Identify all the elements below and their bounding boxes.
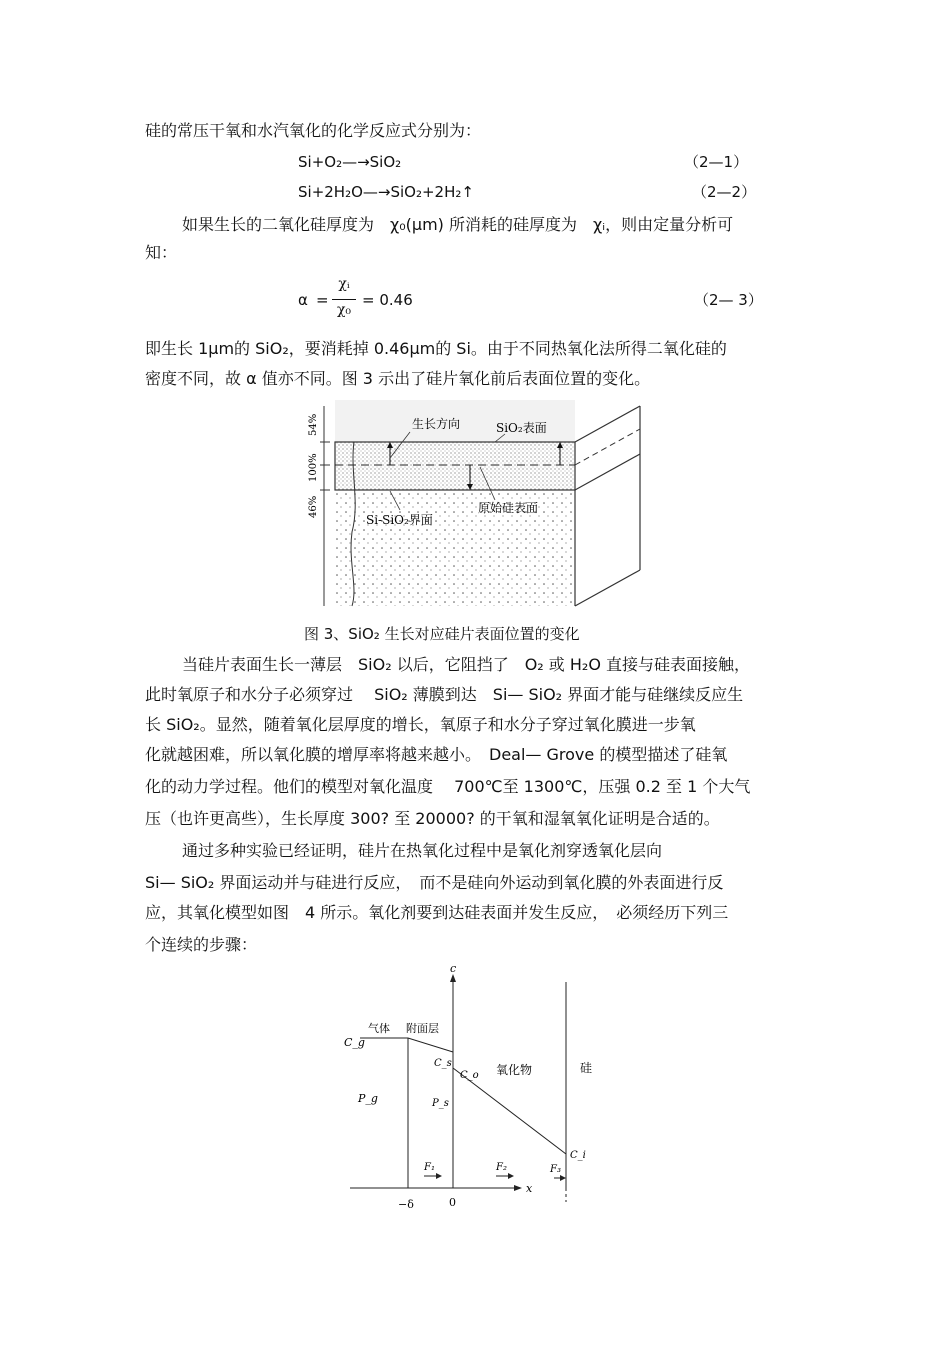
fig4-c-axis-label: c xyxy=(450,962,457,975)
para4-line-2: Si— SiO₂ 界面运动并与硅进行反应， 而不是硅向外运动到氧化膜的外表面进行反 xyxy=(145,873,724,892)
fig4-cs-label: C_s xyxy=(434,1058,452,1069)
para1-line-2: 知： xyxy=(145,243,178,262)
fig4-zero-label: 0 xyxy=(449,1196,456,1209)
para4-line-4: 个连续的步骤： xyxy=(145,935,258,954)
fig4-x-axis-label: x xyxy=(526,1182,533,1195)
fig4-gas-label: 气体 xyxy=(368,1022,390,1035)
alpha-symbol: α xyxy=(298,291,308,309)
fig3-label-100: 100% xyxy=(308,453,319,482)
para2-line-2: 密度不同，故 α 值亦不同。图 3 示出了硅片氧化前后表面位置的变化。 xyxy=(145,369,651,388)
para2-line-1: 即生长 1μm的 SiO₂，要消耗掉 0.46μm的 Si。由于不同热氧化法所得二氧化硅的 xyxy=(145,339,727,358)
fig4-cg-label: C_g xyxy=(344,1036,365,1049)
equation-2-2: Si+2H₂O—→SiO₂+2H₂↑ xyxy=(298,183,474,201)
fig4-silicon-label: 硅 xyxy=(580,1061,593,1075)
fig4-boundary-label: 附面层 xyxy=(406,1022,439,1035)
fig3-label-original: 原始硅表面 xyxy=(478,501,539,515)
alpha-equals: = xyxy=(316,291,329,309)
para3-line-1: 当硅片表面生长一薄层 SiO₂ 以后，它阻挡了 O₂ 或 H₂O 直接与硅表面接触， xyxy=(182,655,751,674)
fraction-bar xyxy=(332,299,356,300)
fig3-label-surface: SiO₂表面 xyxy=(496,421,547,435)
fig4-co-label: C_o xyxy=(460,1070,479,1081)
para3-line-2: 此时氧原子和水分子必须穿过 SiO₂ 薄膜到达 Si— SiO₂ 界面才能与硅继续反应生 xyxy=(145,685,744,704)
equation-2-3-number: （2— 3） xyxy=(694,291,763,309)
fig4-ci-label: C_i xyxy=(570,1150,586,1161)
alpha-denominator: χ₀ xyxy=(336,302,352,318)
alpha-numerator: χᵢ xyxy=(338,276,350,292)
figure-4-diagram xyxy=(340,962,600,1220)
para3-line-3: 长 SiO₂。显然，随着氧化层厚度的增长，氧原子和水分子穿过氧化膜进一步氧 xyxy=(145,715,696,734)
equation-2-2-number: （2—2） xyxy=(692,183,757,201)
fig4-neg-delta-label: −δ xyxy=(398,1198,414,1211)
fig4-ps-label: P_s xyxy=(432,1098,449,1109)
alpha-rhs: = 0.46 xyxy=(362,291,413,309)
para1-line-1: 如果生长的二氧化硅厚度为 χ₀(μm) 所消耗的硅厚度为 χᵢ，则由定量分析可 xyxy=(182,215,734,234)
fig4-f2-label: F₂ xyxy=(496,1162,507,1173)
figure-3-caption: 图 3、SiO₂ 生长对应硅片表面位置的变化 xyxy=(304,625,580,643)
fig4-oxide-label: 氧化物 xyxy=(496,1063,533,1077)
fig4-pg-label: P_g xyxy=(358,1092,378,1105)
equation-2-1-number: （2—1） xyxy=(684,153,749,171)
fig3-label-46: 46% xyxy=(308,495,319,518)
fig4-f3-label: F₃ xyxy=(550,1164,561,1175)
fig3-label-growth: 生长方向 xyxy=(412,417,461,431)
para4-line-1: 通过多种实验已经证明，硅片在热氧化过程中是氧化剂穿透氧化层向 xyxy=(182,841,663,860)
fig3-label-interface: Si-SiO₂界面 xyxy=(366,513,433,527)
intro-text: 硅的常压干氧和水汽氧化的化学反应式分别为： xyxy=(145,121,482,140)
para4-line-3: 应，其氧化模型如图 4 所示。氧化剂要到达硅表面并发生反应， 必须经历下列三 xyxy=(145,903,729,922)
fig4-f1-label: F₁ xyxy=(424,1162,435,1173)
fig3-label-54: 54% xyxy=(308,413,319,436)
figure-3-diagram xyxy=(290,392,660,612)
para3-line-6: 压（也许更高些），生长厚度 300? 至 20000? 的干氧和湿氧氧化证明是合适的。 xyxy=(145,809,720,828)
equation-2-1: Si+O₂—→SiO₂ xyxy=(298,153,402,171)
para3-line-5: 化的动力学过程。他们的模型对氧化温度 700℃至 1300℃，压强 0.2 至 1 个大气 xyxy=(145,777,751,796)
para3-line-4: 化就越困难，所以氧化膜的增厚率将越来越小。 Deal— Grove 的模型描述了硅氧 xyxy=(145,745,728,764)
